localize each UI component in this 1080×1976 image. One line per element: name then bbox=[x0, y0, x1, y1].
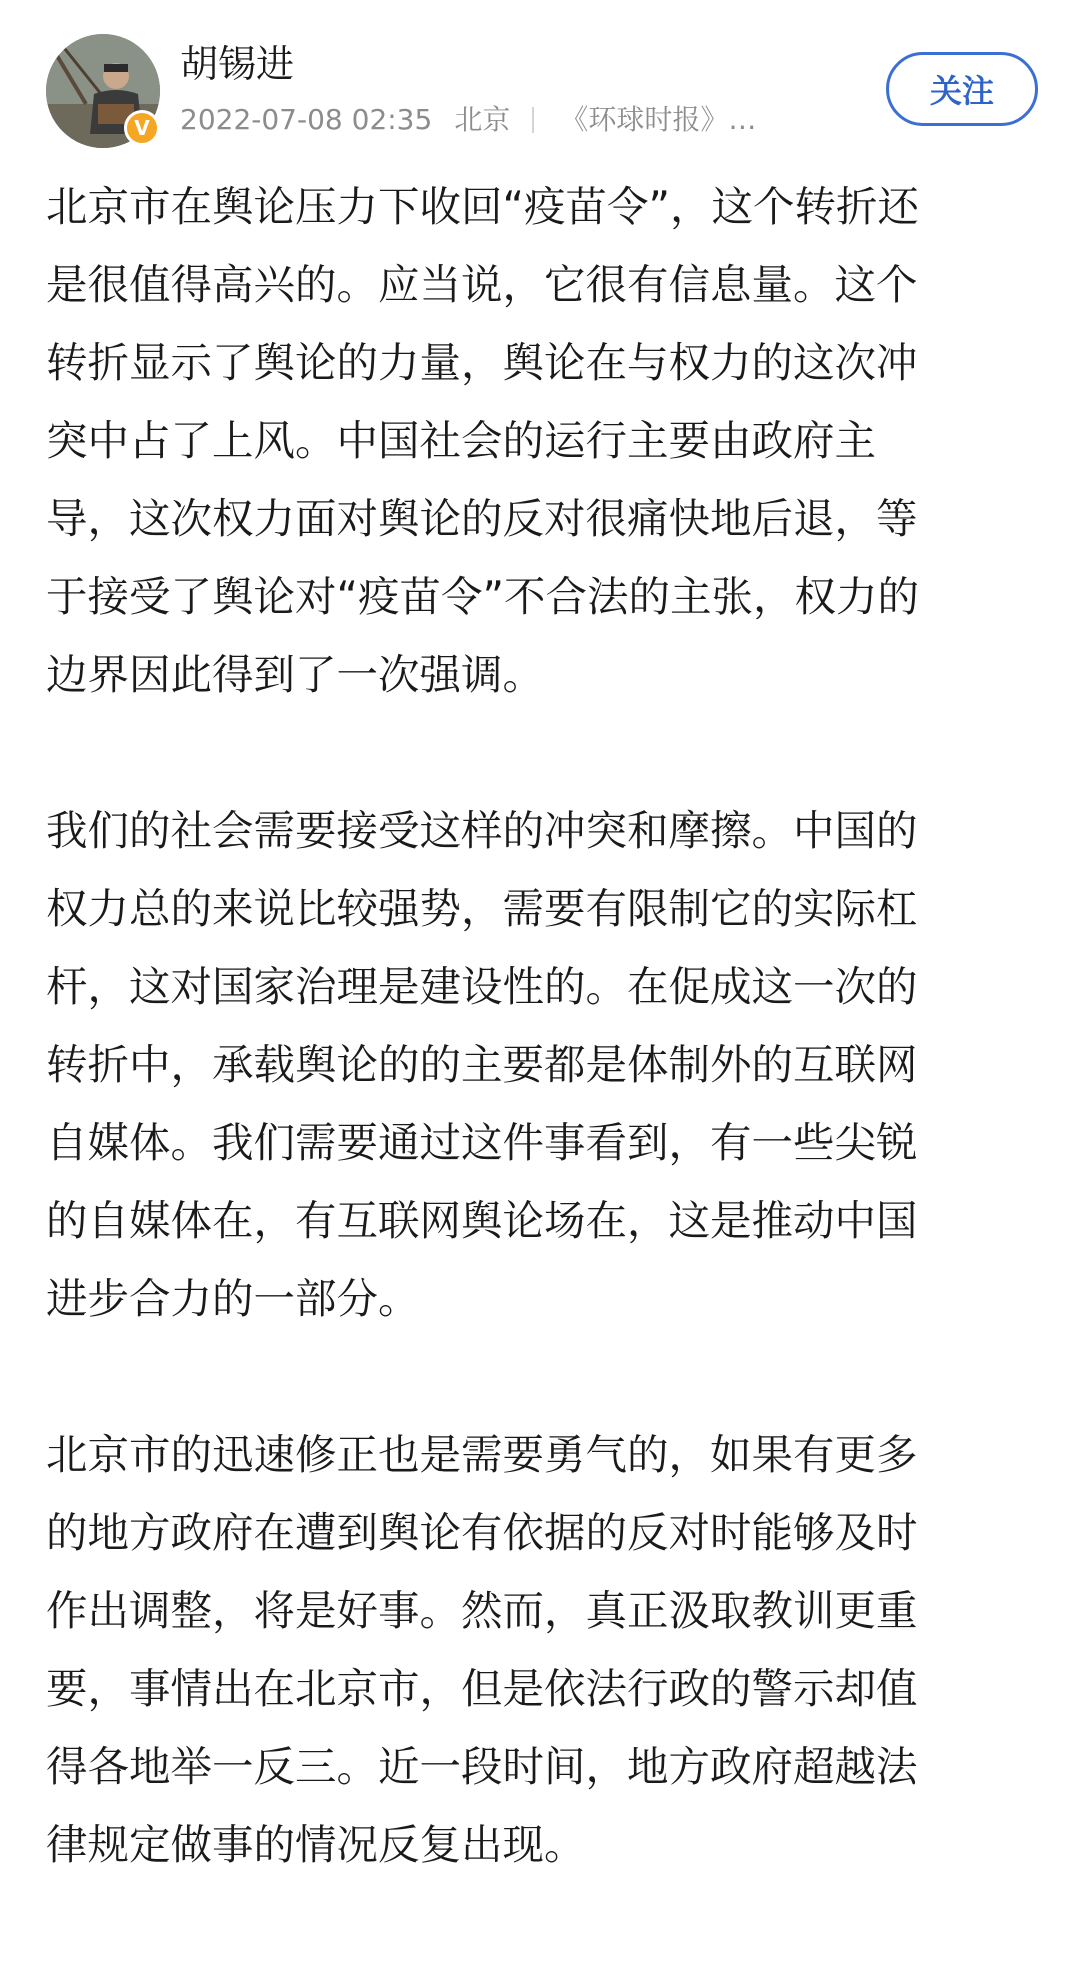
post-paragraph-3: 北京市的迅速修正也是需要勇气的，如果有更多 的地方政府在遭到舆论有依据的反对时能够及时 作出调整，将是好事。然而，真正汲取教训更重 要，事情出在北京市，但是依法行政的警示却值 得各地举一反三。近一段时间，地方政府超越法 律规定做事的情况反复出现。 bbox=[46, 1430, 918, 1869]
post-body bbox=[46, 168, 1036, 1884]
post-paragraph-2: 我们的社会需要接受这样的冲突和摩擦。中国的 权力总的来说比较强势，需要有限制它的实际杠 杆，这对国家治理是建设性的。在促成这一次的 转折中，承载舆论的的主要都是体制外的互联网 自媒体。我们需要通过这件事看到，有一些尖锐 的自媒体在，有互联网舆论场在，这是推动中国 进步合力的一部分。 bbox=[46, 806, 918, 1323]
follow-button[interactable]: 关注 bbox=[886, 52, 1038, 126]
author-name[interactable]: 胡锡进 bbox=[180, 42, 295, 86]
verified-badge-icon: V bbox=[124, 110, 160, 146]
post-paragraph-1: 北京市在舆论压力下收回“疫苗令”，这个转折还 是很值得高兴的。应当说，它很有信息量。这个 转折显示了舆论的力量，舆论在与权力的这次冲 突中占了上风。中国社会的运行主要由政府主 导，这次权力面对舆论的反对很痛快地后退，等 于接受了舆论对“疫苗令”不合法的主张，权力的 边界因此得到了一次强调。 bbox=[46, 182, 920, 699]
post-timestamp: 2022-07-08 02:35 bbox=[180, 103, 433, 136]
post-source[interactable]: 《环球时报》… bbox=[560, 103, 757, 136]
post-header bbox=[0, 0, 1080, 160]
post-location: 北京 bbox=[454, 103, 511, 136]
post-meta bbox=[180, 100, 756, 140]
meta-divider bbox=[532, 107, 534, 133]
